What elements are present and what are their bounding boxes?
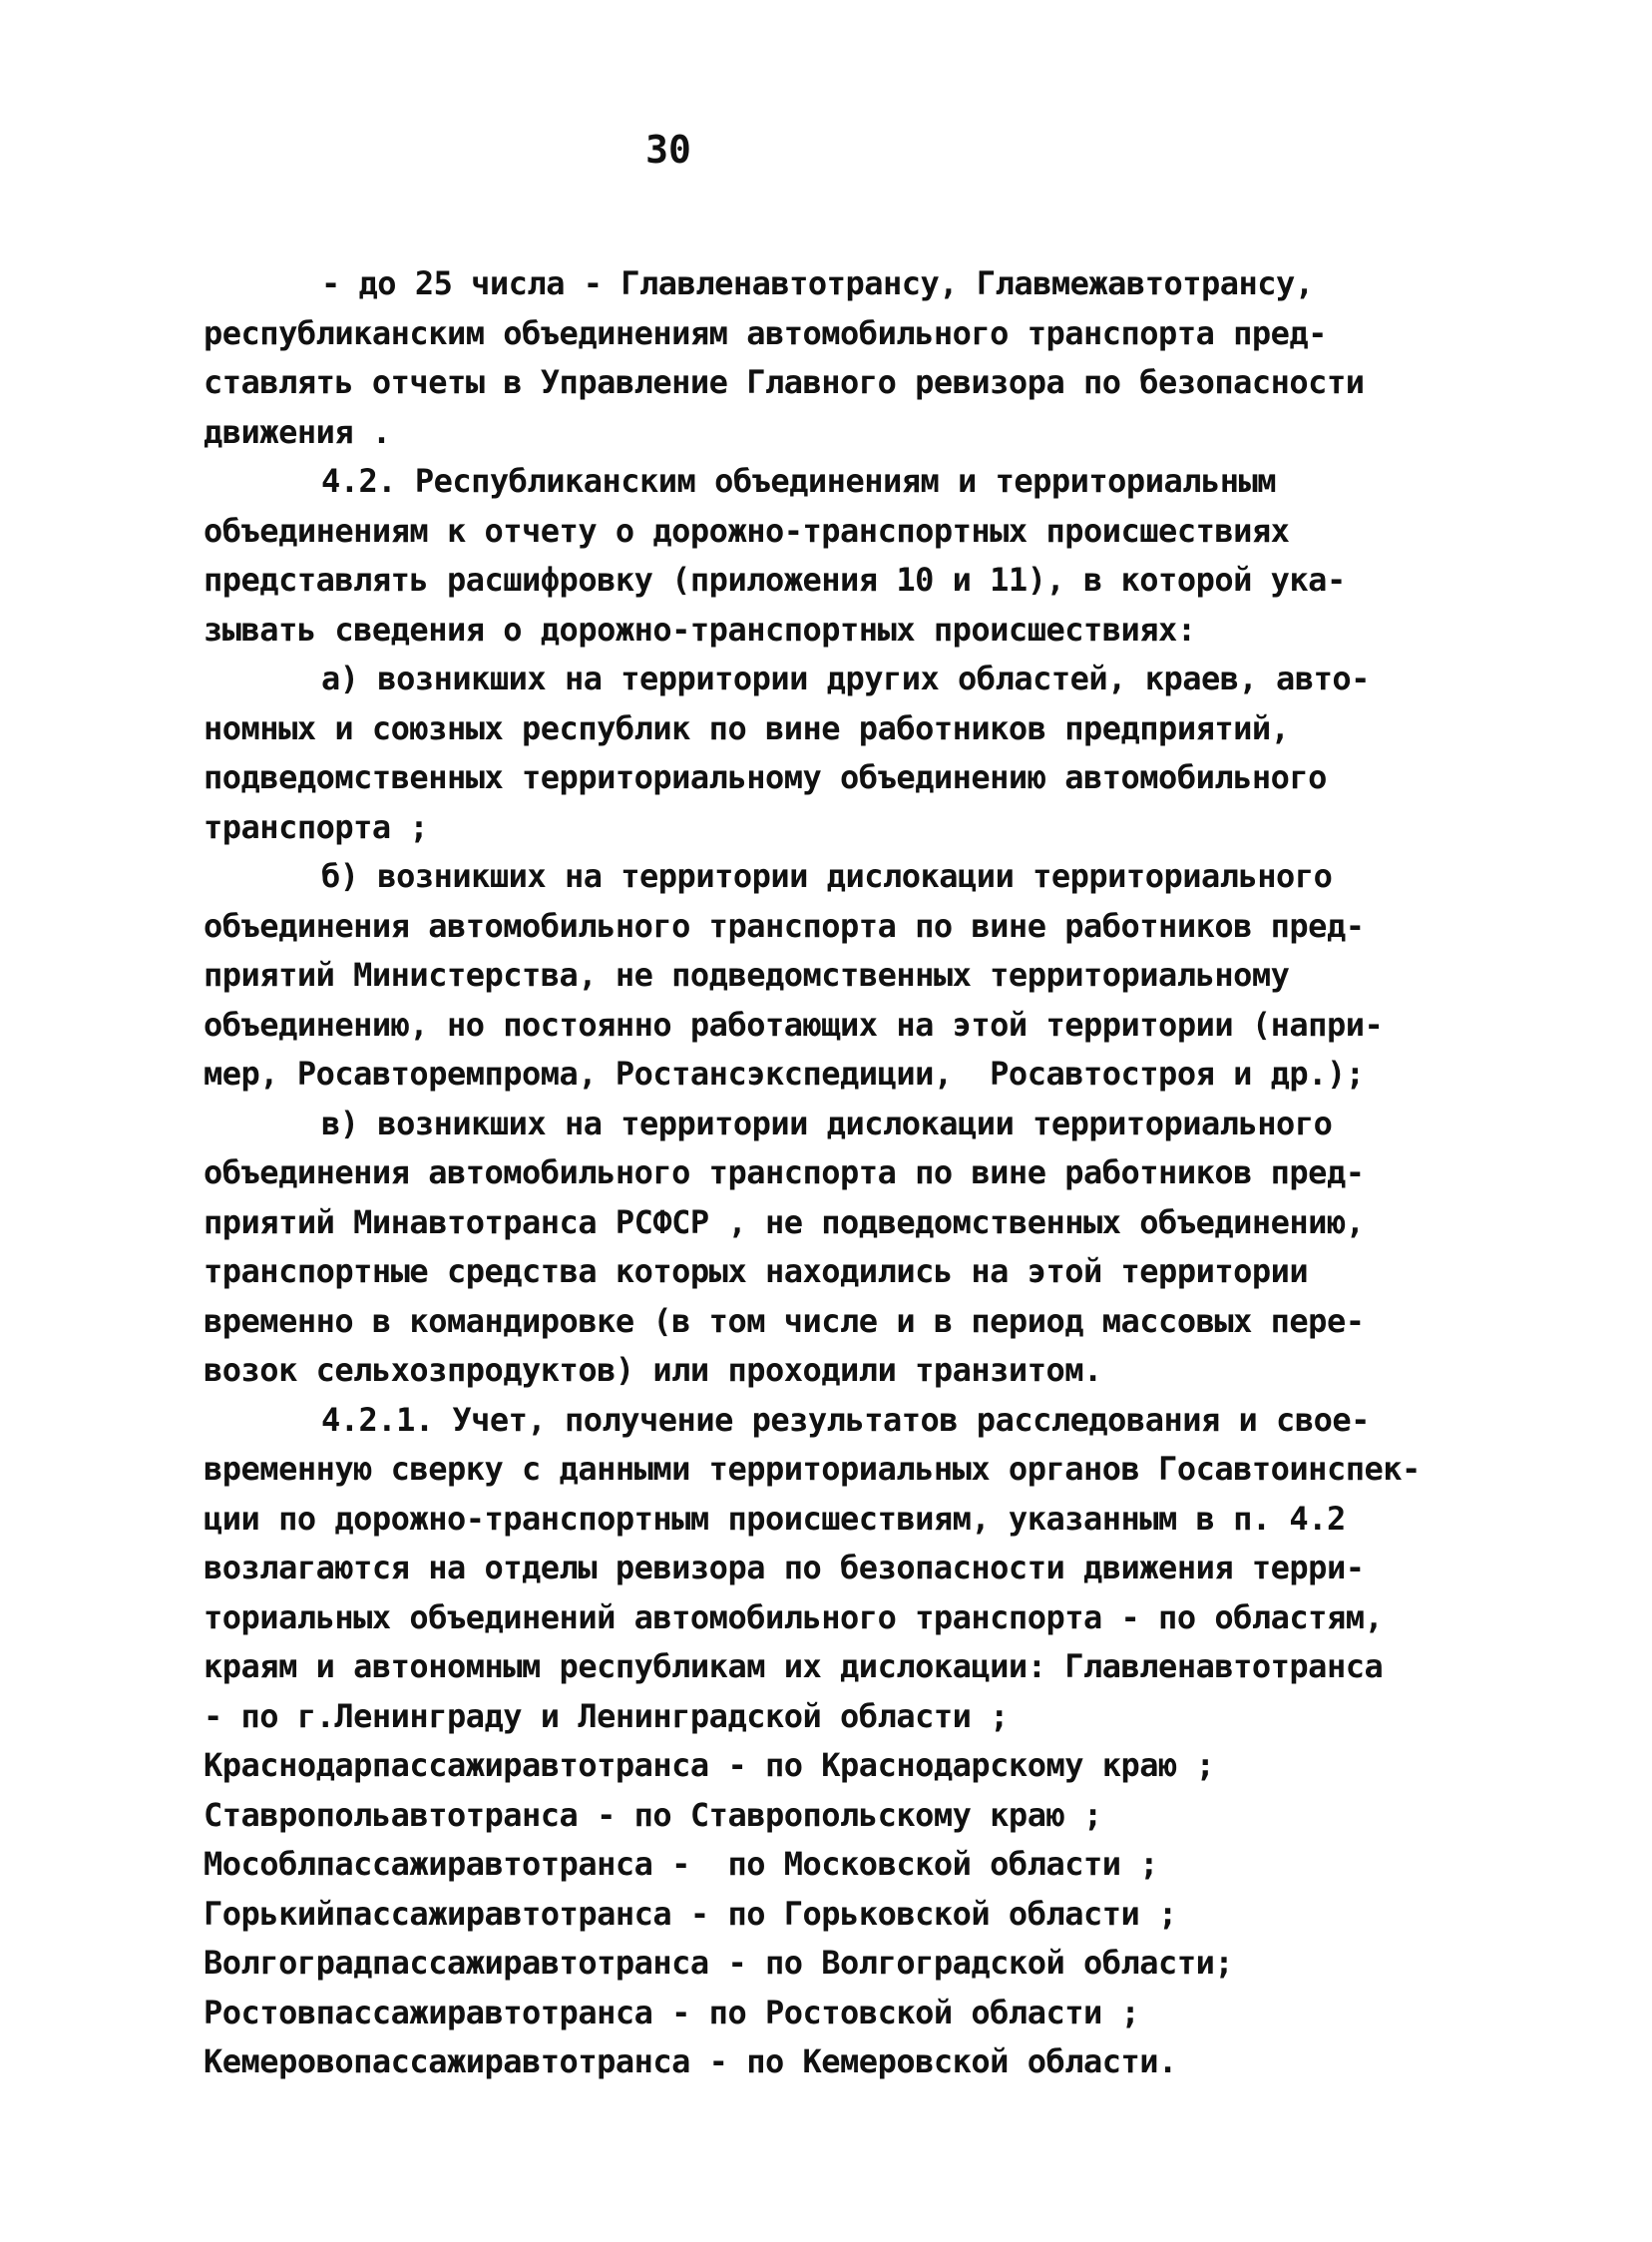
text-line: мер, Росавторемпрома, Ростансэкспедиции, Росавтостроя и др.); (204, 1055, 1365, 1093)
text-line: номных и союзных республик по вине работников предприятий, (204, 708, 1290, 747)
text-line: республиканским объединениям автомобильного транспорта пред- (204, 313, 1327, 352)
text-line: объединению, но постоянно работающих на этой территории (напри- (204, 1005, 1384, 1044)
text-line: возлагаются на отделы ревизора по безопасности движения терри- (204, 1549, 1365, 1586)
text-line: транспортные средства которых находились на этой территории (204, 1252, 1309, 1290)
text-line: б) возникших на территории дислокации территориального (321, 857, 1333, 895)
page-number: 30 (645, 128, 691, 172)
text-line: Ростовпассажиравтотранса - по Ростовской области ; (204, 1993, 1140, 2031)
text-line: а) возникших на территории других областей, краев, авто- (321, 660, 1370, 697)
text-line: временно в командировке (в том числе и в период массовых пере- (204, 1301, 1365, 1340)
text-line: Мособлпассажиравтотранса - по Московской области ; (204, 1845, 1159, 1883)
text-line: Ставропольавтотранса - по Ставропольскому краю ; (204, 1795, 1102, 1834)
text-line: представлять расшифровку (приложения 10 и 11), в которой ука- (204, 561, 1346, 599)
text-line: краям и автономным республикам их дислокации: Главленавтотранса (204, 1647, 1384, 1685)
text-line: подведомственных территориальному объединению автомобильного (204, 758, 1327, 796)
text-line: Краснодарпассажиравтотранса - по Краснодарскому краю ; (204, 1746, 1215, 1784)
text-line: в) возникших на территории дислокации территориального (321, 1104, 1333, 1142)
text-line: ции по дорожно-транспортным происшествиям, указанным в п. 4.2 (204, 1499, 1346, 1538)
text-line: объединения автомобильного транспорта по вине работников пред- (204, 906, 1365, 945)
text-line: Кемеровопассажиравтотранса - по Кемеровской области. (204, 2042, 1177, 2080)
text-line: движения . (204, 412, 391, 451)
text-line: объединениям к отчету о дорожно-транспортных происшествиях (204, 511, 1290, 550)
text-line: приятий Минавтотранса РСФСР , не подведомственных объединению, (204, 1202, 1365, 1241)
text-line: Волгоградпассажиравтотранса - по Волгоградской области; (204, 1944, 1234, 1982)
text-line: - до 25 числа - Главленавтотрансу, Главмежавтотрансу, (321, 264, 1314, 302)
text-line: возок сельхозпродуктов) или проходили транзитом. (204, 1351, 1102, 1389)
text-line: зывать сведения о дорожно-транспортных происшествиях: (204, 610, 1196, 649)
document-body (204, 259, 1530, 2087)
text-line: ставлять отчеты в Управление Главного ревизора по безопасности (204, 363, 1365, 401)
text-line: приятий Министерства, не подведомственных территориальному (204, 956, 1290, 994)
text-line: 4.2. Республиканским объединениям и территориальным (321, 462, 1277, 500)
text-line: Горькийпассажиравтотранса - по Горьковской области ; (204, 1894, 1177, 1933)
text-line: 4.2.1. Учет, получение результатов расследования и свое- (321, 1400, 1370, 1439)
text-line: ториальных объединений автомобильного транспорта - по областям, (204, 1597, 1384, 1636)
text-line: - по г.Ленинграду и Ленинградской области ; (204, 1696, 1009, 1735)
text-line: транспорта ; (204, 807, 429, 846)
text-line: объединения автомобильного транспорта по вине работников пред- (204, 1153, 1365, 1191)
text-line: временную сверку с данными территориальных органов Госавтоинспек- (204, 1450, 1421, 1488)
